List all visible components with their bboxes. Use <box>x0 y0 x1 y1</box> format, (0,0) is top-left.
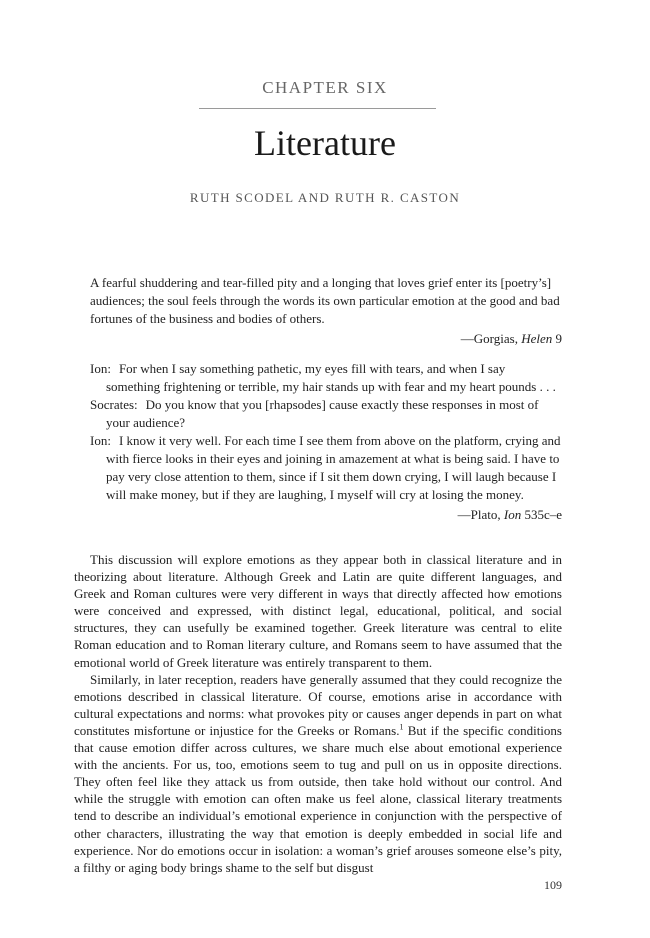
attribution-prefix: —Gorgias, <box>460 331 522 346</box>
dialogue-text: Do you know that you [rhapsodes] cause exactly these responses in most of your audience? <box>106 397 539 430</box>
attribution-work: Ion <box>503 507 522 522</box>
dialogue-text: I know it very well. For each time I see them from above on the platform, crying and with fierce looks in their eyes and joining in amazement at what is being said. I have to pay very close attention to them, since if I sit them down crying, I will laugh because I will make money, but if they are laughing, I myself will cry at losing the money. <box>106 433 561 502</box>
speaker: Socrates: <box>90 397 138 412</box>
speaker: Ion: <box>90 433 111 448</box>
chapter-title: Literature <box>254 123 396 163</box>
chapter-divider <box>199 108 436 109</box>
epigraph-gorgias <box>90 274 562 348</box>
paragraph-text: Similarly, in later reception, readers have generally assumed that they could recognize the emotions described in classical literature. Of course, emotions arise in accordance with cultural expectations and norms: what provokes pity or causes anger depends in part on what constitutes misfortune or injustice for the Greeks or Romans. <box>74 671 562 738</box>
chapter-label: CHAPTER SIX <box>262 78 388 97</box>
paragraph-text: But if the specific conditions that cause emotion differ across cultures, we share much else about emotional experience with the ancients. For us, too, emotions seem to tug and pull on us in opposite directions. They often feel like they attack us from outside, then take hold without our control. And while the struggle with emotion can often make us feel alone, classical literary treatments tend to describe an individual’s emotional experience in conjunction with the perspective of other characters, illustrating the way that emotion is deeply embedded in social life and experience. Nor do emotions occur in isolation: a woman’s grief arouses someone else’s pity, a filthy or aging body brings shame to the self but disgust <box>74 722 562 875</box>
chapter-authors: RUTH SCODEL AND RUTH R. CASTON <box>189 190 461 205</box>
attribution-work: Helen <box>521 331 553 346</box>
attribution-prefix: —Plato, <box>457 507 504 522</box>
paragraph <box>74 671 562 876</box>
attribution-suffix: 9 <box>552 331 562 346</box>
dialogue-text: For when I say something pathetic, my eyes fill with tears, and when I say something frightening or terrible, my hair stands up with fear and my heart pounds . . . <box>106 361 556 394</box>
dialogue-line <box>90 360 562 396</box>
body-text <box>74 551 562 876</box>
footnote-reference[interactable]: 1 <box>399 722 404 732</box>
dialogue-line <box>90 396 562 432</box>
epigraph-plato <box>90 360 562 524</box>
epigraph-attribution <box>90 506 562 524</box>
epigraph-attribution <box>90 330 562 348</box>
paragraph: This discussion will explore emotions as they appear both in classical literature and in theorizing about literature. Although Greek and Latin are quite different languages, and Greek and Roman cultures were very different in ways that directly affected how emotions were conceived and expressed, with distinct legal, educational, political, and social structures, they can usefully be examined together. Greek literature was central to elite Roman education and to Roman literary culture, and Romans seem to have assumed that the emotional world of Greek literature was entirely transparent to them. <box>74 552 562 670</box>
dialogue <box>90 360 562 504</box>
speaker: Ion: <box>90 361 111 376</box>
epigraph-quote: A fearful shuddering and tear-filled pity and a longing that loves grief enter its [poetry’s] audiences; the soul feels through the words its own particular emotion at the good and bad fortunes of the business and bodies of others. <box>90 275 560 326</box>
dialogue-line <box>90 432 562 504</box>
page-number: 109 <box>544 878 562 892</box>
attribution-suffix: 535c–e <box>521 507 562 522</box>
